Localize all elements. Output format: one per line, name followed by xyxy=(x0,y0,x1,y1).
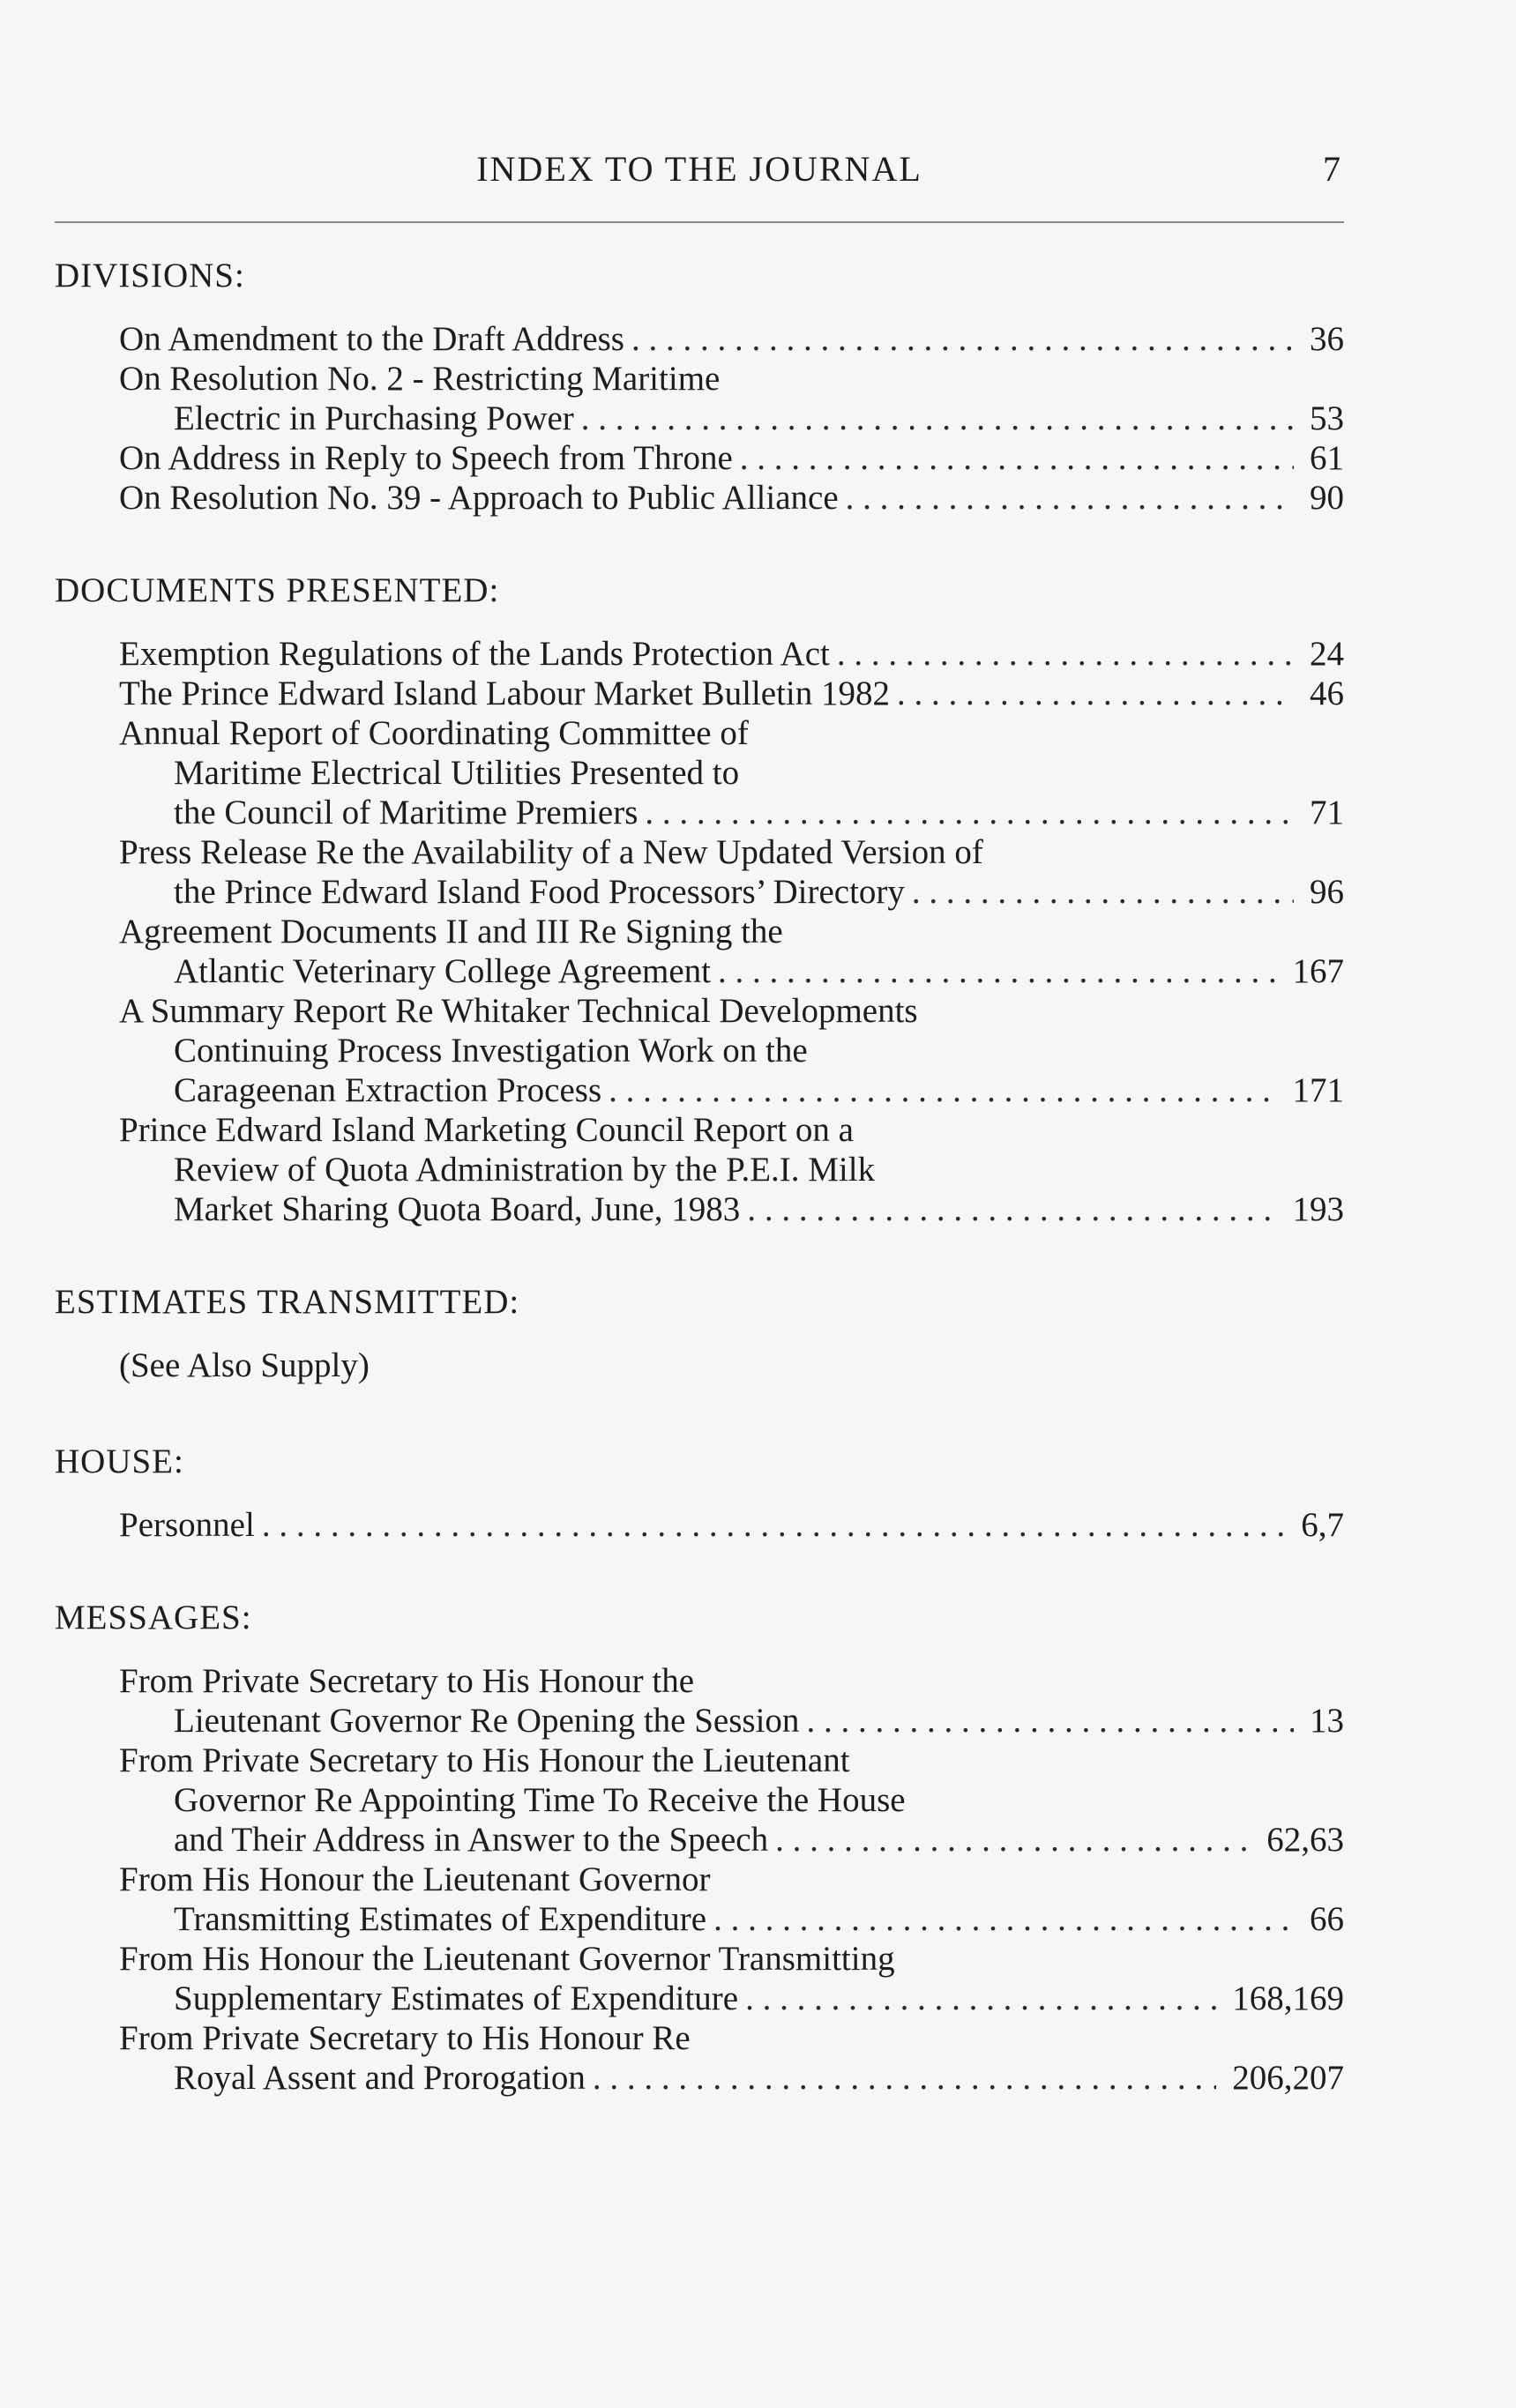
index-entry xyxy=(119,1860,1344,1939)
entry-text: Carageenan Extraction Process xyxy=(174,1071,602,1109)
entry-line xyxy=(119,1070,1344,1110)
entry-text: Personnel xyxy=(119,1506,255,1544)
index-entry xyxy=(119,674,1344,713)
entry-text: Supplementary Estimates of Expenditure xyxy=(174,1979,739,2017)
entry-line xyxy=(119,1110,1344,1150)
entry-page-ref: 46 xyxy=(1310,675,1344,712)
entry-text: Annual Report of Coordinating Committee of xyxy=(119,714,749,752)
entry-text: Exemption Regulations of the Lands Protection Act xyxy=(119,635,830,673)
entry-line xyxy=(119,438,1344,478)
section-note: (See Also Supply) xyxy=(119,1346,370,1384)
entry-line xyxy=(119,951,1344,991)
entry-line xyxy=(119,1661,1344,1701)
section-heading: MESSAGES: xyxy=(55,1599,252,1636)
entry-page-ref: 193 xyxy=(1292,1190,1344,1228)
entry-text: Press Release Re the Availability of a New Updated Version of xyxy=(119,833,983,871)
dot-leader xyxy=(609,1070,1276,1110)
entry-text: Continuing Process Investigation Work on the xyxy=(174,1032,808,1070)
section-heading: DIVISIONS: xyxy=(55,257,245,294)
entry-line xyxy=(119,832,1344,872)
entry-line xyxy=(119,478,1344,518)
entry-line xyxy=(119,2018,1344,2058)
index-entry xyxy=(119,438,1344,478)
dot-leader xyxy=(745,1979,1216,2018)
entry-text: the Council of Maritime Premiers xyxy=(174,794,639,831)
entry-list xyxy=(55,634,1344,1229)
section-heading: DOCUMENTS PRESENTED: xyxy=(55,571,500,609)
entry-line xyxy=(119,634,1344,674)
index-entry xyxy=(119,912,1344,991)
entry-page-ref: 36 xyxy=(1310,320,1344,358)
entry-line xyxy=(119,991,1344,1031)
entry-line xyxy=(119,1860,1344,1899)
entry-line xyxy=(119,1979,1344,2018)
entry-line xyxy=(119,912,1344,951)
index-entry xyxy=(119,832,1344,912)
dot-leader xyxy=(846,478,1294,518)
entry-text: From His Honour the Lieutenant Governor Transmitting xyxy=(119,1940,895,1978)
index-entry xyxy=(119,1110,1344,1229)
entry-text: Royal Assent and Prorogation xyxy=(174,2059,586,2097)
header-rule xyxy=(55,221,1344,223)
entry-text: From His Honour the Lieutenant Governor xyxy=(119,1860,711,1898)
entry-text: On Amendment to the Draft Address xyxy=(119,320,624,358)
entry-line xyxy=(119,1899,1344,1939)
page-number: 7 xyxy=(1323,149,1341,189)
dot-leader xyxy=(747,1189,1276,1229)
entry-page-ref: 13 xyxy=(1310,1702,1344,1740)
entry-list xyxy=(55,1505,1344,1545)
entry-line xyxy=(119,753,1344,793)
entry-line xyxy=(119,399,1344,438)
entry-text: the Prince Edward Island Food Processors’ Directory xyxy=(174,873,905,911)
index-entry xyxy=(119,1741,1344,1860)
index-entry xyxy=(119,359,1344,438)
index-section xyxy=(55,1442,1344,1545)
dot-leader xyxy=(897,674,1294,713)
entry-text: From Private Secretary to His Honour the xyxy=(119,1662,695,1700)
entry-line xyxy=(119,1939,1344,1979)
entry-line xyxy=(119,359,1344,399)
dot-leader xyxy=(806,1701,1294,1741)
page-header xyxy=(55,148,1344,201)
entry-line xyxy=(119,1505,1344,1545)
entry-text: Atlantic Veterinary College Agreement xyxy=(174,952,711,990)
entry-text: Review of Quota Administration by the P.E.I. Milk xyxy=(174,1151,876,1189)
entry-text: On Resolution No. 2 - Restricting Maritime xyxy=(119,360,721,398)
entry-line xyxy=(119,1741,1344,1780)
dot-leader xyxy=(645,793,1294,832)
entry-text: From Private Secretary to His Honour Re xyxy=(119,2019,691,2057)
entry-text: Electric in Purchasing Power xyxy=(174,399,574,437)
entry-page-ref: 62,63 xyxy=(1266,1821,1344,1859)
dot-leader xyxy=(581,399,1294,438)
dot-leader xyxy=(713,1899,1294,1939)
entry-line xyxy=(119,1820,1344,1860)
index-section xyxy=(55,570,1344,1229)
entry-page-ref: 168,169 xyxy=(1232,1979,1344,2017)
entry-text: On Address in Reply to Speech from Throne xyxy=(119,439,733,477)
entry-line xyxy=(119,2058,1344,2098)
dot-leader xyxy=(775,1820,1251,1860)
entry-page-ref: 206,207 xyxy=(1232,2059,1344,2097)
entry-line xyxy=(119,713,1344,753)
entry-page-ref: 24 xyxy=(1310,635,1344,673)
entry-line xyxy=(119,872,1344,912)
dot-leader xyxy=(740,438,1294,478)
entry-line xyxy=(119,1189,1344,1229)
index-entry xyxy=(119,991,1344,1110)
index-entry xyxy=(119,713,1344,832)
index-section xyxy=(55,1282,1344,1385)
entry-page-ref: 66 xyxy=(1310,1900,1344,1938)
entry-text: A Summary Report Re Whitaker Technical Developments xyxy=(119,992,918,1030)
entry-text: and Their Address in Answer to the Speech xyxy=(174,1821,769,1859)
entry-page-ref: 90 xyxy=(1310,479,1344,517)
entry-line xyxy=(119,674,1344,713)
entry-text: Transmitting Estimates of Expenditure xyxy=(174,1900,707,1938)
index-entry xyxy=(119,319,1344,359)
entry-text: Maritime Electrical Utilities Presented to xyxy=(174,754,740,792)
dot-leader xyxy=(912,872,1294,912)
entry-text: From Private Secretary to His Honour the Lieutenant xyxy=(119,1741,850,1779)
entry-text: Governor Re Appointing Time To Receive the House xyxy=(174,1781,906,1819)
entry-text: On Resolution No. 39 - Approach to Public Alliance xyxy=(119,479,839,517)
section-heading: ESTIMATES TRANSMITTED: xyxy=(55,1283,520,1321)
entry-text: Lieutenant Governor Re Opening the Session xyxy=(174,1702,800,1740)
entry-page-ref: 167 xyxy=(1292,952,1344,990)
entry-page-ref: 53 xyxy=(1310,399,1344,437)
entry-text: Prince Edward Island Marketing Council Report on a xyxy=(119,1111,854,1149)
index-entry xyxy=(119,1939,1344,2018)
entry-line xyxy=(119,1031,1344,1070)
entry-list xyxy=(55,319,1344,518)
entry-page-ref: 71 xyxy=(1310,794,1344,831)
dot-leader xyxy=(262,1505,1285,1545)
dot-leader xyxy=(837,634,1294,674)
dot-leader xyxy=(718,951,1277,991)
dot-leader xyxy=(631,319,1294,359)
entry-text: Market Sharing Quota Board, June, 1983 xyxy=(174,1190,741,1228)
entry-page-ref: 6,7 xyxy=(1301,1506,1344,1544)
entry-line xyxy=(119,1701,1344,1741)
entry-text: Agreement Documents II and III Re Signing the xyxy=(119,913,783,951)
index-section xyxy=(55,256,1344,518)
index-body xyxy=(55,256,1344,2151)
page-title: INDEX TO THE JOURNAL xyxy=(476,149,922,189)
index-entry xyxy=(119,478,1344,518)
section-heading: HOUSE: xyxy=(55,1443,184,1480)
entry-line xyxy=(119,793,1344,832)
index-entry xyxy=(119,2018,1344,2098)
index-entry xyxy=(119,1661,1344,1741)
dot-leader xyxy=(593,2058,1216,2098)
entry-page-ref: 96 xyxy=(1310,873,1344,911)
index-section xyxy=(55,1598,1344,2098)
entry-page-ref: 171 xyxy=(1292,1071,1344,1109)
entry-line xyxy=(119,1150,1344,1189)
entry-line xyxy=(119,319,1344,359)
index-entry xyxy=(119,1505,1344,1545)
entry-line xyxy=(119,1780,1344,1820)
entry-page-ref: 61 xyxy=(1310,439,1344,477)
entry-text: The Prince Edward Island Labour Market Bulletin 1982 xyxy=(119,675,891,712)
index-entry xyxy=(119,634,1344,674)
entry-list xyxy=(55,1661,1344,2098)
